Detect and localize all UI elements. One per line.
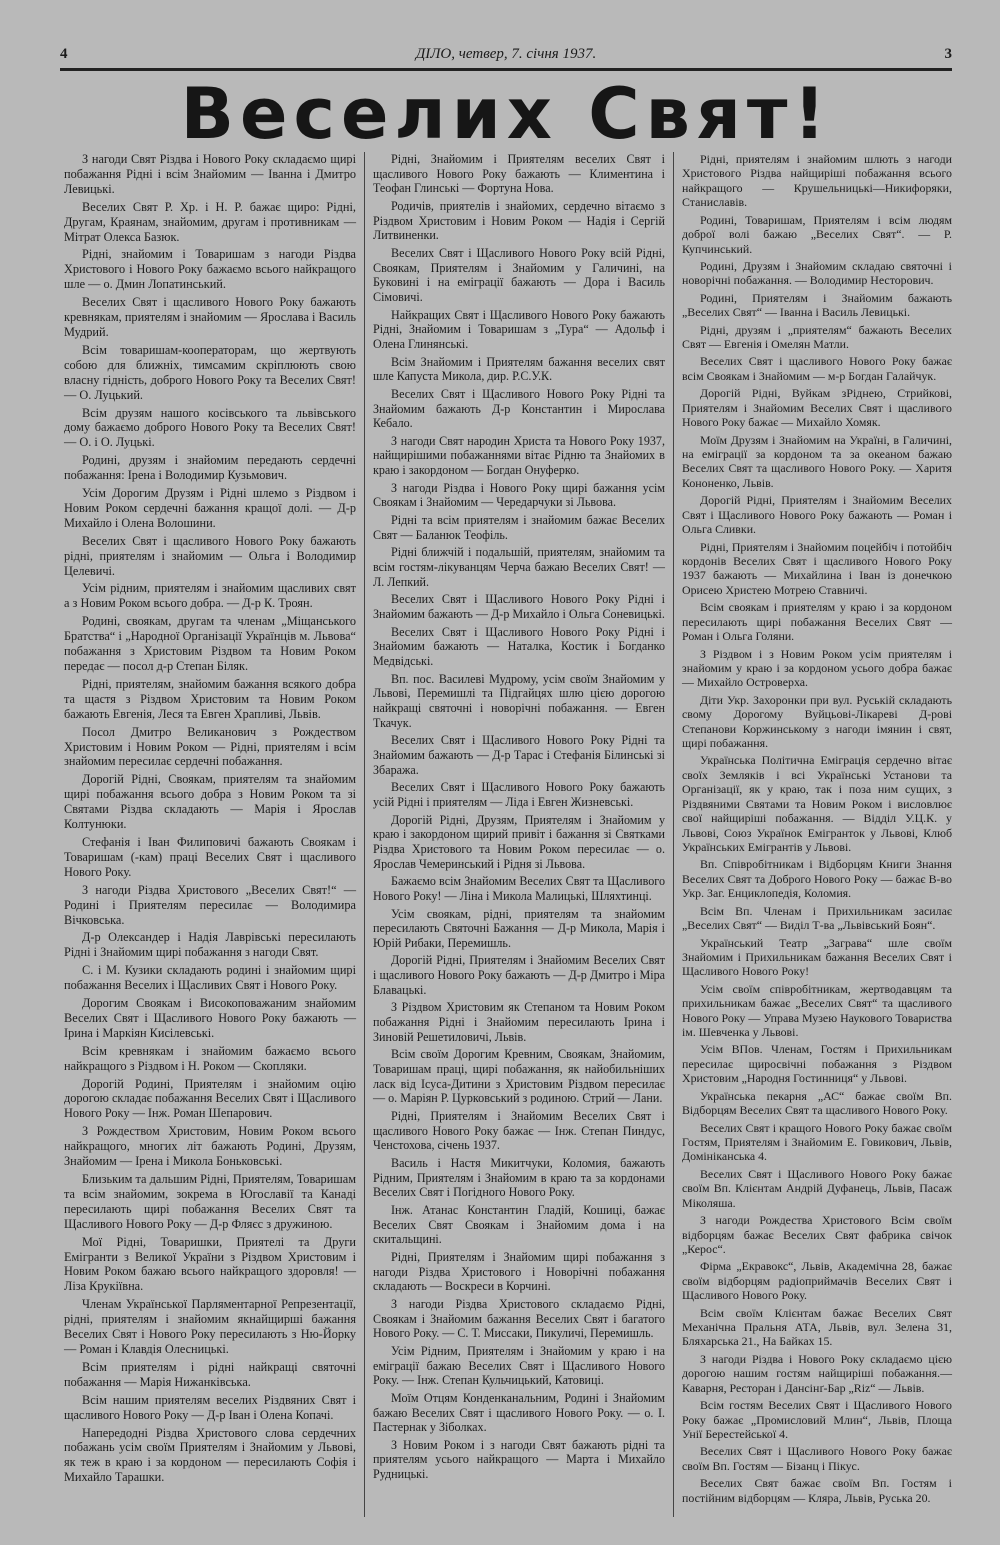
greeting-notice: Родині, Товаришам, Приятелям і всім людям доброї волі бажаю „Веселих Свят“. — Р. Купчинський. bbox=[682, 212, 952, 256]
greeting-notice: Всім приятелям і рідні найкращі святочні побажання — Марія Нижанківська. bbox=[64, 1359, 356, 1389]
greeting-notice: З нагоди Різдва Христового „Веселих Свят!“ — Родині і Приятелям пересилає — Володимира Вічковська. bbox=[64, 882, 356, 927]
page-header bbox=[60, 40, 952, 71]
greeting-notice: С. і М. Кузики складають родині і знайомим щирі побажання Веселих і Щасливих Свят і Нового Року. bbox=[64, 963, 356, 993]
greeting-notice: Інж. Атанас Константин Гладій, Кошиці, бажає Веселих Свят Своякам і Знайомим дома і на скитальщині. bbox=[373, 1202, 665, 1247]
greeting-notice: Членам Української Парляментарної Репрезентації, рідні, приятелям і знайомим якнайщирші бажання Веселих Свят і Нового Року пересилають з Ню-Йорку — Роман і Клавдія Олесницькі. bbox=[64, 1297, 356, 1356]
greeting-notice: Веселих Свят Р. Хр. і Н. Р. бажає щиро: Рідні, Другам, Краянам, знайомим, другам і противникам — Мітрат Олекса Базюк. bbox=[64, 199, 356, 244]
greeting-notice: Веселих Свят і Щасливого Нового Року Рідні і Знайомим бажають — Наталка, Костик і Богданко Медвідські. bbox=[373, 624, 665, 668]
greeting-notice: Фірма „Екравокс“, Львів, Академічна 28, бажає своїм відборцям радіоприймачів Веселих Свят і Щасливого Нового Року. bbox=[682, 1259, 952, 1303]
greeting-notice: Всім друзям нашого косівського та львівського дому бажаємо доброго Нового Року та Веселих Свят! — О. і О. Луцькі. bbox=[64, 405, 356, 450]
greeting-notice: Родині, друзям і знайомим передають сердечні побажання: Ірена і Володимир Кузьмович. bbox=[64, 453, 356, 483]
greeting-notice: Веселих Свят і щасливого Нового Року бажає всім Своякам і Знайомим — м-р Богдан Галайчук. bbox=[682, 354, 952, 383]
greeting-notice: З Новим Роком і з нагоди Свят бажають рідні та приятелям усього найкращого — Марта і Михайло Рудницькі. bbox=[373, 1437, 665, 1482]
greeting-notice: З нагоди Різдва Христового складаємо Рідні, Своякам і Знайомим бажання Веселих Свят і багатого Нового Року. — С. Т. Миссаки, Пикуличі, Перемишль. bbox=[373, 1296, 665, 1341]
greeting-notice: Веселих Свят і Щасливого Нового Року Рідні та Знайомим бажають Д-р Константин і Мирослава Кебало. bbox=[373, 386, 665, 431]
greeting-notice: Дорогій Рідні, Друзям, Приятелям і Знайомим у краю і закордоном щирий привіт і бажання зі Святками Різдва Христового та Новим Роком пересилає — о. Ярослав Чемеринський і Рідня зі Львова. bbox=[373, 812, 665, 871]
greeting-notice: Дорогій Рідні, Вуйкам зРіднею, Стрийкові, Приятелям і Знайомим Веселих Свят і щасливого Нового Року бажає — Михайло Хомяк. bbox=[682, 386, 952, 430]
greeting-notice: Дорогим Своякам і Високоповажаним знайомим Веселих Свят і Щасливого Нового Року бажають — Ірина і Маркіян Кисілевські. bbox=[64, 996, 356, 1040]
greeting-notice: Веселих Свят і Щасливого Нового Року бажає своїм Вп. Клієнтам Андрій Дуфанець, Львів, Пасаж Міколяша. bbox=[682, 1166, 952, 1210]
greeting-notice: Рідні, Приятелям і Знайомим поцейбіч і потойбіч кордонів Веселих Свят і щасливого Нового Року 1937 бажають — Михайлина і Іван із донечкою Орисею Христею Мотрею Ставничі. bbox=[682, 539, 952, 597]
page-number-right: 3 bbox=[944, 46, 952, 62]
greeting-notice: Веселих Свят і щасливого Нового Року бажають кревнякам, приятелям і знайомим — Ярослава і Василь Мудрий. bbox=[64, 295, 356, 339]
greeting-notice: Веселих Свят і Щасливого Нового Року Рідні і Знайомим бажають — Д-р Михайло і Ольга Соневицькі. bbox=[373, 592, 665, 622]
greeting-notice: Українська Політична Еміграція сердечно вітає своїх Земляків і всі Українські Установи та Організації, як у краю, так і поза ним сущих, з Різдвяними Святами та Новим Роком і висловлює свої найщиріші побажання. — Відділ У.Ц.К. у Львові, Союз Українок Емігранток у Львові, Клюб Українських Емігрантів у Львові. bbox=[682, 753, 952, 854]
greeting-notice: Веселих Свят і Щасливого Нового Року всій Рідні, Своякам, Приятелям і Знайомим у Галичині, на Буковині і на еміграції бажають — Дора і Василь Сімовичі. bbox=[373, 245, 665, 304]
greeting-notice: Бажаємо всім Знайомим Веселих Свят та Щасливого Нового Року! — Ліна і Микола Малицькі, Шляхтинці. bbox=[373, 874, 665, 903]
masthead-line: ДІЛО, четвер, 7. січня 1937. bbox=[415, 46, 597, 62]
greeting-notice: Д-р Олександер і Надія Лаврівські пересилають Рідні і Знайомим щирі побажання з нагоди Свят. bbox=[64, 930, 356, 960]
greeting-notice: Вп. Співробітникам і Відборцям Книги Знання Веселих Свят та Доброго Нового Року — бажає В-во Укр. Заг. Енциклопедія, Коломия. bbox=[682, 857, 952, 901]
greeting-notice: Українська пекарня „АС“ бажає своїм Вп. Відборцям Веселих Свят та щасливого Нового Року. bbox=[682, 1088, 952, 1118]
column-3 bbox=[674, 152, 960, 1517]
greeting-notice: Всім своїм Дорогим Кревним, Своякам, Знайомим, Товаришам праці, щирі побажання, як найобильніших ласк від Ісуса-Дитини з Христовим Різдвом пересилає — о. Маріян Р. Цурковський з родиною. Стрий — Лани. bbox=[373, 1047, 665, 1106]
greeting-notice: З Рождеством Христовим, Новим Роком всього найкращого, многих літ бажають Родині, Друзям, Знайомим — Ірена і Микола Боньковські. bbox=[64, 1124, 356, 1169]
greeting-notice: З нагоди Рождества Христового Всім своїм відборцям бажає Веселих Свят фабрика свічок „Керос“. bbox=[682, 1213, 952, 1256]
greeting-notice: Найкращих Свят і Щасливого Нового Року бажають Рідні, Знайомим і Товаришам з „Тура“ — Адольф і Олена Глинянські. bbox=[373, 307, 665, 351]
page-title: Веселих Свят! bbox=[180, 73, 832, 155]
greeting-notice: Веселих Свят і Щасливого Нового Року Рідні та Знайомим бажають — Д-р Тарас і Стефанія Білинські зі Збаража. bbox=[373, 733, 665, 777]
greeting-notice: Дорогій Рідні, Приятелям і Знайомим Веселих Свят і щасливого Нового Року бажають — Д-р Дмитро і Міра Блавацькі. bbox=[373, 953, 665, 997]
greetings-columns bbox=[56, 152, 960, 1517]
greeting-notice: Веселих Свят бажає своїм Вп. Гостям і постійним відборцям — Кляра, Львів, Руська 20. bbox=[682, 1476, 952, 1505]
greeting-notice: Родині, Друзям і Знайомим складаю святочні і новорічні побажання. — Володимир Несторович. bbox=[682, 258, 952, 288]
greeting-notice: Рідні ближчій і подальшій, приятелям, знайомим та всім гостям-лікуванцям Черча бажаю Веселих Свят! — Л. Лепкий. bbox=[373, 545, 665, 589]
greeting-notice: З нагоди Різдва і Нового Року щирі бажання усім Своякам і Знайомим — Чередарчуки зі Львова. bbox=[373, 480, 665, 510]
greeting-notice: Всім нашим приятелям веселих Різдвяних Свят і щасливого Нового Року — Д-р Іван і Олена Копачі. bbox=[64, 1392, 356, 1422]
greeting-notice: Родині, своякам, другам та членам „Міщанського Братства“ і „Народної Організації Українців м. Львова“ побажання з Христовим Різдвом та Новим Роком передає — посол д-р Степан Біляк. bbox=[64, 614, 356, 673]
greeting-notice: Усім своякам, рідні, приятелям та знайомим пересилають Святочні Бажання — Д-р Микола, Марія і Юрій Рибаки, Перемишль. bbox=[373, 906, 665, 950]
greeting-notice: Рідні, знайомим і Товаришам з нагоди Різдва Христового і Нового Року бажаємо всього найкращого шле — о. Дмин Лопатинський. bbox=[64, 247, 356, 292]
greeting-notice: Усім своїм співробітникам, жертводавцям та прихильникам бажає „Веселих Свят“ та щасливого Нового Року — Управа Музею Наукового Товариства ім. Шевченка у Львові. bbox=[682, 981, 952, 1040]
greeting-notice: Рідні, Приятелям і Знайомим щирі побажання з нагоди Різдва Христового і Новорічні побажання складають — Воскреси в Корчині. bbox=[373, 1249, 665, 1294]
greeting-notice: Усім рідним, приятелям і знайомим щасливих свят а з Новим Роком всього добра. — Д-р К. Троян. bbox=[64, 581, 356, 611]
greeting-notice: Рідні, друзям і „приятелям“ бажають Веселих Свят — Евгенія і Омелян Матли. bbox=[682, 322, 952, 352]
greeting-notice: Всім Вп. Членам і Прихильникам засилає „Веселих Свят“ — Виділ Т-ва „Львівський Боян“. bbox=[682, 903, 952, 933]
greeting-notice: З Різдвом і з Новим Роком усім приятелям і знайомим у краю і за кордоном усього добра бажає — Михайло Островерха. bbox=[682, 646, 952, 690]
greeting-notice: Дорогій Рідні, Приятелям і Знайомим Веселих Свят і Щасливого Нового Року бажають — Роман і Ольга Сливки. bbox=[682, 493, 952, 537]
greeting-notice: Рідні та всім приятелям і знайомим бажає Веселих Свят — Баланюк Теофіль. bbox=[373, 513, 665, 542]
greeting-notice: Близьким та дальшим Рідні, Приятелям, Товаришам та всім знайомим, зокрема в Югославії та Канаді пересилають щирі побажання Веселих Свят та Щасливого Нового Року — Д-р Фляєс з дружиною. bbox=[64, 1172, 356, 1231]
greeting-notice: З нагоди Різдва і Нового Року складаємо цією дорогою нашим гостям найщиріші побажання.— Каварня, Ресторан і Дансінґ-Бар „Riz“ — Львів. bbox=[682, 1351, 952, 1395]
greeting-notice: Рідні, Приятелям і Знайомим Веселих Свят і щасливого Нового Року бажає — Інж. Степан Пиндус, Ченстохова, січень 1937. bbox=[373, 1109, 665, 1153]
greeting-notice: Рідні, приятелям, знайомим бажання всякого добра та щастя з Різдвом Христовим та Новим Роком бажають Евгенія, Леся та Евген Храпливі, Львів. bbox=[64, 676, 356, 721]
greeting-notice: Посол Дмитро Великанович з Рождеством Христовим і Новим Роком — Рідні, приятелям і всім знайомим пересилає сердечні побажання. bbox=[64, 724, 356, 769]
greeting-notice: Родині, Приятелям і Знайомим бажають „Веселих Свят“ — Іванна і Василь Левицькі. bbox=[682, 290, 952, 320]
greeting-notice: Моїм Отцям Конденканальним, Родині і Знайомим бажаю Веселих Свят і щасливого Нового Року. — о. І. Пастернак у Зіболках. bbox=[373, 1390, 665, 1435]
column-2 bbox=[364, 152, 674, 1517]
greeting-notice: Всім Знайомим і Приятелям бажання веселих свят шле Капуста Микола, дир. Р.С.У.К. bbox=[373, 354, 665, 384]
greeting-notice: Всім товаришам-кооператорам, що жертвують собою для ближніх, тимсамим скріплюють свою власну гідність, доброго Нового Року та Веселих Свят! — О. Луцький. bbox=[64, 342, 356, 402]
greeting-notice: Веселих Свят і щасливого Нового Року бажають рідні, приятелям і знайомим — Ольга і Володимир Целевичі. bbox=[64, 533, 356, 578]
greeting-notice: Стефанія і Іван Филиповичі бажають Своякам і Товаришам (-кам) праці Веселих Свят і щасливого Нового Року. bbox=[64, 834, 356, 879]
greeting-notice: Дорогій Рідні, Своякам, приятелям та знайомим щирі побажання всього добра з Новим Роком та зі Святами Різдва складають — Марія і Ярослав Колтунюки. bbox=[64, 772, 356, 832]
greeting-notice: Веселих Свят і кращого Нового Року бажає своїм Гостям, Приятелям і Знайомим Е. Говикович, Львів, Домініканська 4. bbox=[682, 1120, 952, 1164]
greeting-notice: Веселих Свят і Щасливого Нового Року бажає своїм Вп. Гостям — Бізанц і Пікус. bbox=[682, 1444, 952, 1473]
greeting-notice: Василь і Настя Микитчуки, Коломия, бажають Рідним, Приятелям і Знайомим в краю та за кордонами Веселих Свят і Погідного Нового Року. bbox=[373, 1156, 665, 1200]
greeting-notice: Напередодні Різдва Христового слова сердечних побажань усім своїм Приятелям і Знайомим у Львові, як теж в краю і за кордоном — пересилають Софія і Михайло Тарашки. bbox=[64, 1425, 356, 1485]
greeting-notice: З нагоди Свят Різдва і Нового Року складаємо щирі побажання Рідні і всім Знайомим — Іванна і Дмитро Левицькі. bbox=[64, 152, 356, 196]
greeting-notice: Всім своякам і приятелям у краю і за кордоном пересилають щирі побажання Веселих Свят — Роман і Ольга Голяни. bbox=[682, 600, 952, 644]
greeting-notice: Вп. пос. Василеві Мудрому, усім своїм Знайомим у Львові, Перемишлі та Підгайцях шлю цією дорогою найкращі святочні і новорічні побажання. — Евген Ткачук. bbox=[373, 671, 665, 730]
greeting-notice: Всім гостям Веселих Свят і Щасливого Нового Року бажає „Промисловий Млин“, Львів, Площа Унії Берестейської 4. bbox=[682, 1398, 952, 1442]
greeting-notice: З Різдвом Христовим як Степаном та Новим Роком побажання Рідні і Знайомим пересилають Ірина і Зиновій Решетиловичі, Львів. bbox=[373, 1000, 665, 1044]
greeting-notice: Моїм Друзям і Знайомим на Україні, в Галичині, на еміграції за кордоном та за океаном бажаю Веселих Свят та щасливого Нового Року. — Харитя Кононенко, Львів. bbox=[682, 432, 952, 490]
greeting-notice: З нагоди Свят народин Христа та Нового Року 1937, найщирішими побажаннями вітає Рідню та Знайомих в краю і закордоном — Богдан Онуферко. bbox=[373, 433, 665, 478]
greeting-notice: Усім ВПов. Членам, Гостям і Прихильникам пересилає щиросвічні побажання з Різдвом Христовим „Народня Гостинниця“ у Львові. bbox=[682, 1042, 952, 1086]
greeting-notice: Всім своїм Клієнтам бажає Веселих Свят Механічна Пральня АТА, Львів, вул. Зелена 31, Бляхарська 21., На Байках 15. bbox=[682, 1305, 952, 1349]
greeting-notice: Веселих Свят і Щасливого Нового Року бажають усій Рідні і приятелям — Ліда і Евген Жизневські. bbox=[373, 780, 665, 809]
greeting-notice: Мої Рідні, Товаришки, Приятелі та Други Емігранти з Великої України з Різдвом Христовим і Новим Роком бажаю всього найкращого здоровля! — Ліза Крукіївна. bbox=[64, 1234, 356, 1294]
greeting-notice: Усім Дорогим Друзям і Рідні шлемо з Різдвом і Новим Роком сердечні бажання кращої долі. — Д-р Михайло і Олена Волошини. bbox=[64, 486, 356, 530]
greeting-notice: Рідні, Знайомим і Приятелям веселих Свят і щасливого Нового Року бажають — Климентина і Теофан Глинські — Фортуна Нова. bbox=[373, 152, 665, 196]
greeting-notice: Дорогій Родині, Приятелям і знайомим оцію дорогою складає побажання Веселих Свят і Щасливого Нового Року — Інж. Роман Шепарович. bbox=[64, 1076, 356, 1121]
greeting-notice: Рідні, приятелям і знайомим шлють з нагоди Христового Різдва найщиріші побажання всього найкращого — Крушельницькі—Никифоряки, Станиславів. bbox=[682, 152, 952, 210]
greeting-notice: Усім Рідним, Приятелям і Знайомим у краю і на еміграції бажаю Веселих Свят і Щасливого Нового Року. — Інж. Степан Кульчицький, Катовиці. bbox=[373, 1343, 665, 1388]
greeting-notice: Український Театр „Заграва“ шле своїм Знайомим і Прихильникам бажання Веселих Свят і Щасливого Нового Року! bbox=[682, 935, 952, 979]
greeting-notice: Всім кревнякам і знайомим бажаємо всього найкращого з Різдвом і Н. Роком — Скопляки. bbox=[64, 1043, 356, 1073]
column-1 bbox=[56, 152, 364, 1517]
greeting-notice: Родичів, приятелів і знайомих, сердечно вітаємо з Різдвом Христовим і Новим Роком — Надія і Сергій Литвиненки. bbox=[373, 198, 665, 243]
greeting-notice: Діти Укр. Захоронки при вул. Руській складають свому Дорогому Вуйцьові-Лікареві Д-рові Степанови Коржинському з нагоди імянин і свят, щирі побажання. bbox=[682, 692, 952, 751]
page-number-left: 4 bbox=[60, 46, 68, 62]
